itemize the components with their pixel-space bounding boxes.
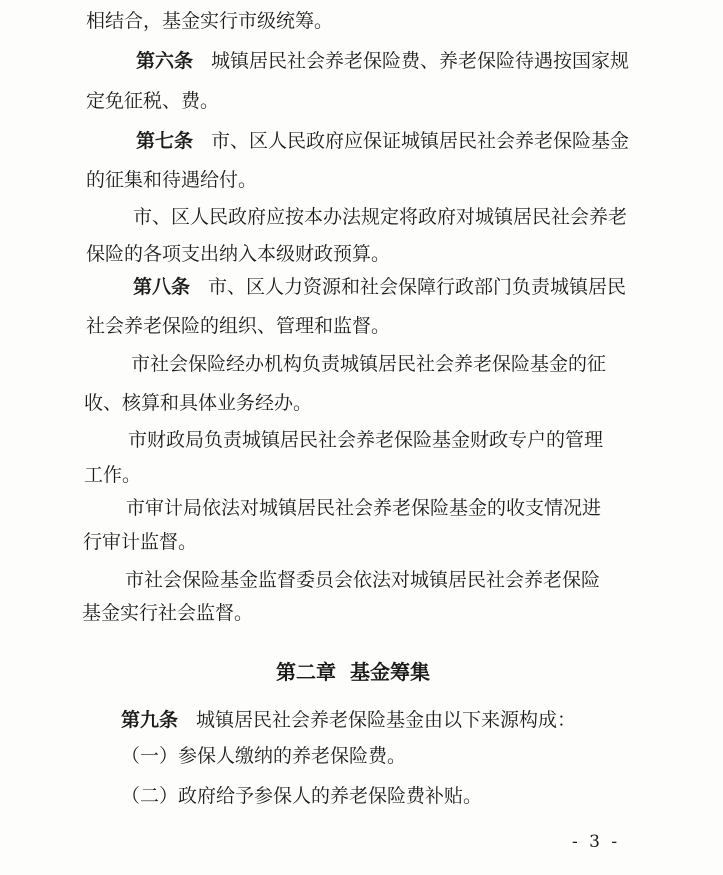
paragraph-line (86, 242, 390, 266)
line-text: 保险的各项支出纳入本级财政预算。 (86, 243, 391, 265)
article-line (136, 49, 629, 73)
line-text: 市、区人力资源和社会保障行政部门负责城镇居民 (208, 276, 627, 298)
line-text: 市财政局负责城镇居民社会养老保险基金财政专户的管理 (128, 429, 604, 451)
paragraph-line (83, 530, 197, 554)
line-text: （二）政府给予参保人的养老保险费补贴。 (121, 785, 483, 807)
paragraph-line (84, 463, 141, 487)
list-item (121, 784, 482, 808)
paragraph-line (86, 168, 257, 192)
paragraph-line (126, 496, 601, 520)
line-text: 的征集和待遇给付。 (86, 169, 258, 191)
paragraph-line (86, 314, 390, 338)
article-number: 第九条 (121, 709, 179, 731)
paragraph-line (128, 428, 603, 452)
article-number: 第七条 (136, 130, 194, 152)
line-text: 市、区人民政府应按本办法规定将政府对城镇居民社会养老 (133, 206, 628, 228)
list-item (121, 744, 406, 768)
paragraph-line (133, 205, 627, 229)
paragraph-line (84, 391, 312, 415)
line-text: （一）参保人缴纳的养老保险费。 (121, 745, 407, 767)
line-text: 社会养老保险的组织、管理和监督。 (86, 315, 391, 337)
article-number: 第八条 (133, 276, 191, 298)
line-text: 市社会保险基金监督委员会依法对城镇居民社会养老保险 (125, 569, 601, 591)
line-text: 相结合，基金实行市级统筹。 (86, 10, 334, 32)
article-line (133, 275, 626, 299)
line-text: 行审计监督。 (83, 531, 198, 553)
line-text: 定免征税、费。 (86, 90, 220, 112)
line-text: 市审计局依法对城镇居民社会养老保险基金的收支情况进 (126, 497, 602, 519)
paragraph-line (86, 9, 333, 33)
chapter-heading (276, 660, 430, 684)
article-number: 第六条 (136, 50, 194, 72)
chapter-title: 基金筹集 (350, 660, 430, 684)
line-text: 市、区人民政府应保证城镇居民社会养老保险基金 (211, 130, 630, 152)
line-text: 城镇居民社会养老保险基金由以下来源构成： (196, 709, 577, 731)
article-line (136, 129, 629, 153)
paragraph-line (82, 601, 253, 625)
page-number: - 3 - (572, 832, 621, 852)
line-text: 城镇居民社会养老保险费、养老保险待遇按国家规 (211, 50, 630, 72)
paragraph-line (131, 352, 606, 376)
paragraph-line (125, 568, 600, 592)
paragraph-line (86, 89, 219, 113)
line-text: 基金实行社会监督。 (82, 602, 254, 624)
line-text: 收、核算和具体业务经办。 (84, 392, 313, 414)
article-line (121, 708, 576, 732)
line-text: 市社会保险经办机构负责城镇居民社会养老保险基金的征 (131, 353, 607, 375)
line-text: 工作。 (84, 464, 142, 486)
chapter-number: 第二章 (276, 660, 336, 684)
